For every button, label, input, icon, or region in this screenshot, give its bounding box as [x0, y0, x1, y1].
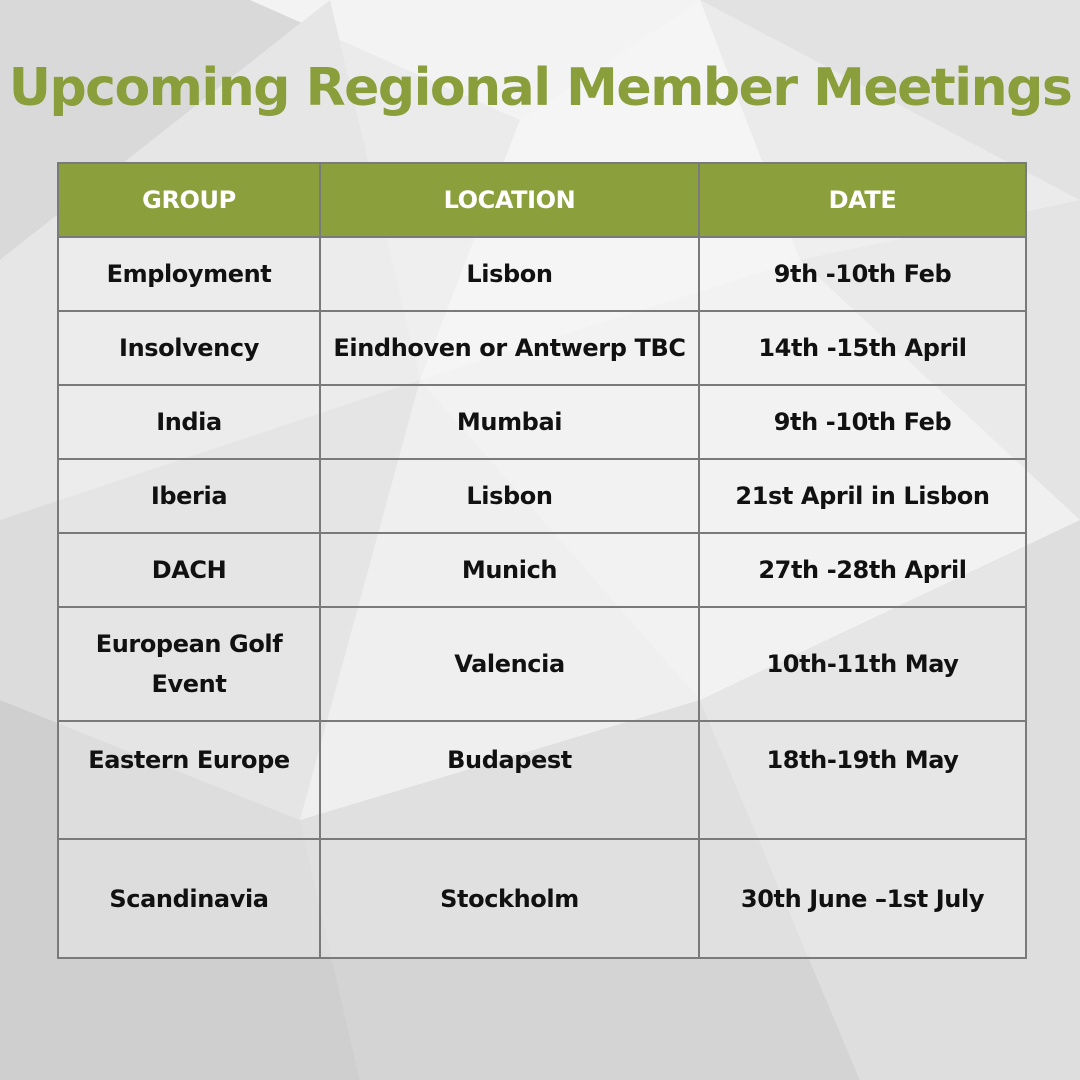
table-row — [58, 721, 1026, 839]
group-cell: Employment — [58, 237, 320, 311]
location-cell: Munich — [320, 533, 699, 607]
page-title: Upcoming Regional Member Meetings — [8, 58, 1072, 118]
column-header-date: DATE — [699, 163, 1026, 237]
table-row — [58, 311, 1026, 385]
group-cell: Insolvency — [58, 311, 320, 385]
group-cell: European Golf Event — [58, 607, 320, 721]
date-cell: 18th-19th May — [699, 721, 1026, 839]
location-cell: Mumbai — [320, 385, 699, 459]
location-cell: Stockholm — [320, 839, 699, 958]
location-cell: Eindhoven or Antwerp TBC — [320, 311, 699, 385]
date-cell: 14th -15th April — [699, 311, 1026, 385]
group-cell: India — [58, 385, 320, 459]
meetings-table-container — [57, 162, 1027, 959]
date-cell: 9th -10th Feb — [699, 237, 1026, 311]
group-cell: DACH — [58, 533, 320, 607]
column-header-location: LOCATION — [320, 163, 699, 237]
table-header-row — [58, 163, 1026, 237]
column-header-group: GROUP — [58, 163, 320, 237]
table-row — [58, 839, 1026, 958]
group-cell: Scandinavia — [58, 839, 320, 958]
table-row — [58, 385, 1026, 459]
date-cell: 27th -28th April — [699, 533, 1026, 607]
date-cell: 10th-11th May — [699, 607, 1026, 721]
table-row — [58, 237, 1026, 311]
table-row — [58, 459, 1026, 533]
location-cell: Budapest — [320, 721, 699, 839]
location-cell: Lisbon — [320, 459, 699, 533]
group-cell: Iberia — [58, 459, 320, 533]
date-cell: 21st April in Lisbon — [699, 459, 1026, 533]
table-row — [58, 533, 1026, 607]
date-cell: 9th -10th Feb — [699, 385, 1026, 459]
location-cell: Valencia — [320, 607, 699, 721]
date-cell: 30th June –1st July — [699, 839, 1026, 958]
group-cell: Eastern Europe — [58, 721, 320, 839]
meetings-table — [57, 162, 1027, 959]
table-row — [58, 607, 1026, 721]
location-cell: Lisbon — [320, 237, 699, 311]
